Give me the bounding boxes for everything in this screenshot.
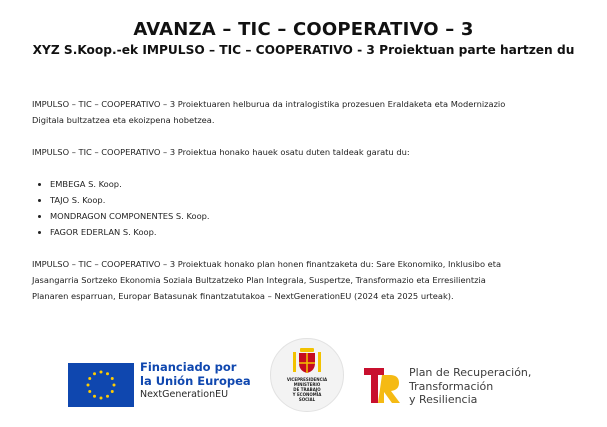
eu-star-icon xyxy=(100,371,103,374)
eu-logo-line-1: Financiado por xyxy=(140,360,237,374)
ministry-seal xyxy=(270,338,344,412)
paragraph-3-line-1: IMPULSO – TIC – COOPERATIVO – 3 Proiektuak honako plan honen finantzaketa du: Sare Ekonomiko, Inklusibo eta xyxy=(32,259,502,269)
eu-star-icon xyxy=(88,390,91,393)
list-item: • FAGOR EDERLAN S. Koop. xyxy=(50,224,597,240)
eu-flag-icon xyxy=(68,363,134,407)
list-item: • MONDRAGON COMPONENTES S. Koop. xyxy=(50,208,597,224)
ministry-seal-text xyxy=(271,377,343,402)
paragraph-3-line-3: Planaren esparruan, Europar Batasunak finantzatutakoa – NextGenerationEU (2024 eta 2025 urteak). xyxy=(32,291,454,301)
recovery-plan-mark-icon xyxy=(362,365,404,407)
eu-star-icon xyxy=(93,395,96,398)
eu-star-icon xyxy=(88,377,91,380)
eu-star-icon xyxy=(100,397,103,400)
list-item: • TAJO S. Koop. xyxy=(50,192,597,208)
paragraph-3-line-2: Jasangarria Sortzeko Ekonomia Soziala Bultzatzeko Plan Integrala, Suspertze, Transformazio eta Erresilientzia xyxy=(32,275,486,285)
ministry-line-1: VICEPRESIDENCIA xyxy=(286,377,328,382)
eu-logo-line-2: la Unión Europea xyxy=(140,374,251,388)
eu-stars-icon xyxy=(68,363,134,407)
eu-logo-text xyxy=(140,360,270,402)
eu-star-icon xyxy=(111,377,114,380)
ministry-line-4: Y ECONOMÍA xyxy=(292,392,322,397)
recovery-plan-text xyxy=(409,366,531,407)
eu-star-icon xyxy=(106,372,109,375)
members-list xyxy=(32,176,597,240)
list-item: • EMBEGA S. Koop. xyxy=(50,176,597,192)
recovery-plan-line-2: Transformación xyxy=(409,379,494,393)
paragraph-1-line-2: Digitala bultzatzea eta ekoizpena hobetzea. xyxy=(32,115,215,125)
eu-logo-line-3: NextGenerationEU xyxy=(140,389,229,400)
page-subtitle: XYZ S.Koop.-ek IMPULSO – TIC – COOPERATIVO - 3 Proiektuan parte hartzen du xyxy=(32,43,575,57)
eu-star-icon xyxy=(113,384,116,387)
paragraph-1-line-1: IMPULSO – TIC – COOPERATIVO – 3 Proiektuaren helburua da intralogistika prozesuen Eraldaketa eta Modernizazio xyxy=(32,99,506,109)
eu-star-icon xyxy=(106,395,109,398)
ministry-line-2: MINISTERIO xyxy=(293,382,321,387)
eu-star-icon xyxy=(111,390,114,393)
ministry-line-5: SOCIAL xyxy=(298,397,316,402)
ministry-line-3: DE TRABAJO xyxy=(293,387,321,392)
body-content xyxy=(32,96,597,304)
recovery-plan-line-3: y Resiliencia xyxy=(409,393,478,406)
paragraph-2: IMPULSO – TIC – COOPERATIVO – 3 Proiektua honako hauek osatu duten taldeak garatu du: xyxy=(32,147,410,157)
page-title: AVANZA – TIC – COOPERATIVO – 3 xyxy=(133,19,474,40)
eu-star-icon xyxy=(93,372,96,375)
recovery-plan-line-1: Plan de Recuperación, xyxy=(409,366,532,379)
eu-star-icon xyxy=(87,384,90,387)
